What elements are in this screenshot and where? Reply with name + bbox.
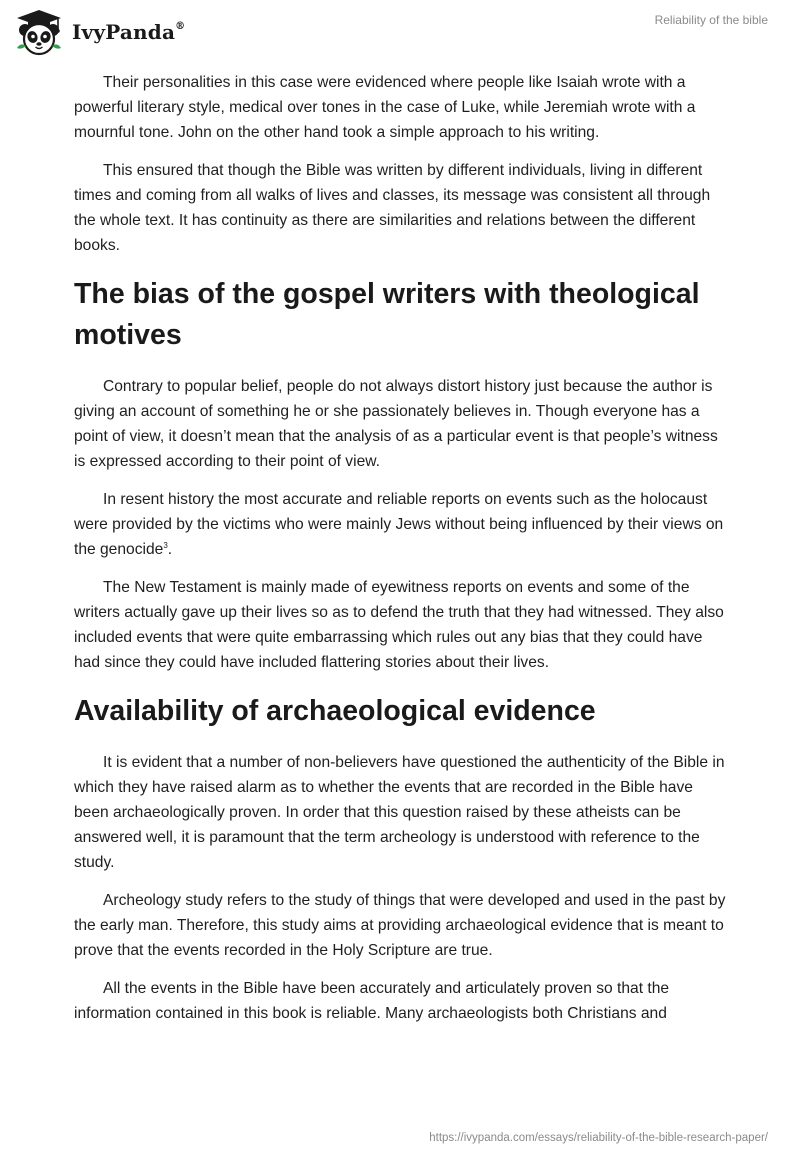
footnote-marker[interactable]: 3 [163, 540, 168, 550]
paragraph: It is evident that a number of non-believers have questioned the authenticity of the Bible in which they have raised alarm as to whether the events that are recorded in the Bible have been archaeologically proven. In order that this question raised by these atheists can be answered well, it is paramount that the term archeology is understood with reference to the study. [74, 754, 725, 871]
paragraph: All the events in the Bible have been accurately and articulately proven so that the information contained in this book is reliable. Many archaeologists both Christians and [74, 980, 670, 1022]
paragraph [74, 487, 726, 562]
brand-name: IvyPanda® [72, 20, 186, 44]
running-title: Reliability of the bible [654, 13, 768, 27]
paragraph: Contrary to popular belief, people do not always distort history just because the author is giving an account of something he or she passionately believes in. Though everyone has a point of view, it doesn’t mean that the analysis of as a particular event is that people’s witness is expressed according to their point of view. [74, 378, 718, 470]
section-heading: Availability of archaeological evidence [74, 695, 596, 727]
paragraph: Archeology study refers to the study of things that were developed and used in the past by the early man. Therefore, this study aims at providing archaeological evidence that is meant to prove that the events recorded in the Holy Scripture are true. [74, 892, 726, 959]
essay-body [74, 70, 726, 1039]
paragraph-end: . [167, 541, 173, 558]
trademark-symbol: ® [175, 21, 186, 33]
paragraph: The New Testament is mainly made of eyewitness reports on events and some of the writers actually gave up their lives so as to defend the truth that they had witnessed. They also included events that were quite embarrassing which rules out any bias that they could have had since they could have included flattering stories about their lives. [74, 579, 724, 671]
page-header [0, 0, 800, 60]
paragraph-text: In resent history the most accurate and reliable reports on events such as the holocaust were provided by the victims who were mainly Jews without being influenced by their views on the genocide [74, 491, 724, 558]
paragraph: Their personalities in this case were evidenced where people like Isaiah wrote with a powerful literary style, medical over tones in the case of Luke, while Jeremiah wrote with a mournful tone. John on the other hand took a simple approach to his writing. [74, 74, 696, 141]
source-url-link[interactable]: https://ivypanda.com/essays/reliability-of-the-bible-research-paper/ [429, 1132, 768, 1144]
panda-graduate-icon [14, 8, 64, 56]
brand-logo[interactable] [14, 8, 185, 56]
section-heading: The bias of the gospel writers with theological motives [74, 278, 700, 351]
paragraph: This ensured that though the Bible was written by different individuals, living in different times and coming from all walks of lives and classes, its message was consistent all through the whole text. It has continuity as there are similarities and relations between the different books. [74, 162, 711, 254]
